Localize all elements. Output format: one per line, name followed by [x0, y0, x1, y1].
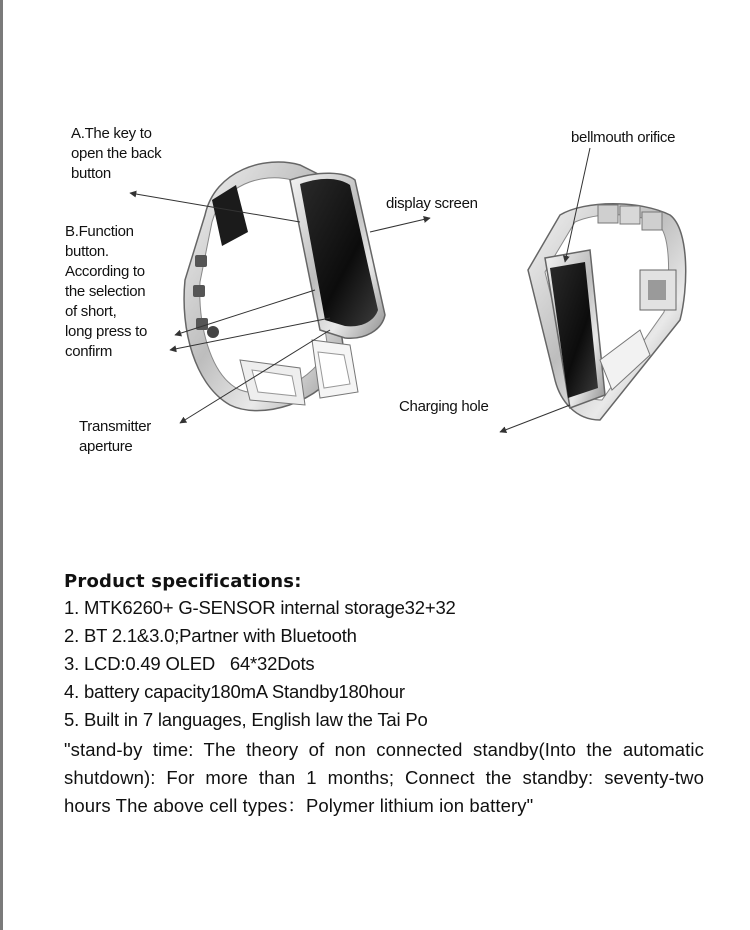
specs-title: Product specifications: [64, 571, 302, 592]
label-transmitter-aperture: Transmitter aperture [79, 418, 151, 455]
spec-item: 3. LCD:0.49 OLED 64*32Dots [64, 653, 315, 674]
label-function-button: B.Function button. According to the selection of short, long press to confirm [65, 223, 147, 360]
right-bracelet [528, 204, 686, 420]
spec-item: 1. MTK6260+ G-SENSOR internal storage32+32 [64, 597, 456, 618]
spec-item: 5. Built in 7 languages, English law the Tai Po [64, 709, 428, 730]
spec-item: 2. BT 2.1&3.0;Partner with Bluetooth [64, 625, 357, 646]
label-display-screen: display screen [386, 195, 478, 212]
label-bellmouth-orifice: bellmouth orifice [571, 129, 676, 146]
standby-note: "stand-by time: The theory of non connected standby(Into the automatic shutdown): For more than 1 months; Connect the standby: seventy-two hours The above cell types：Polymer lithium ion battery" [64, 739, 704, 816]
left-bracelet [184, 162, 385, 411]
product-specifications [64, 571, 704, 820]
specs-list [64, 594, 704, 734]
label-key-open-back: A.The key to open the back button [71, 125, 162, 182]
spec-item: 4. battery capacity180mA Standby180hour [64, 681, 405, 702]
label-charging-hole: Charging hole [399, 398, 489, 415]
